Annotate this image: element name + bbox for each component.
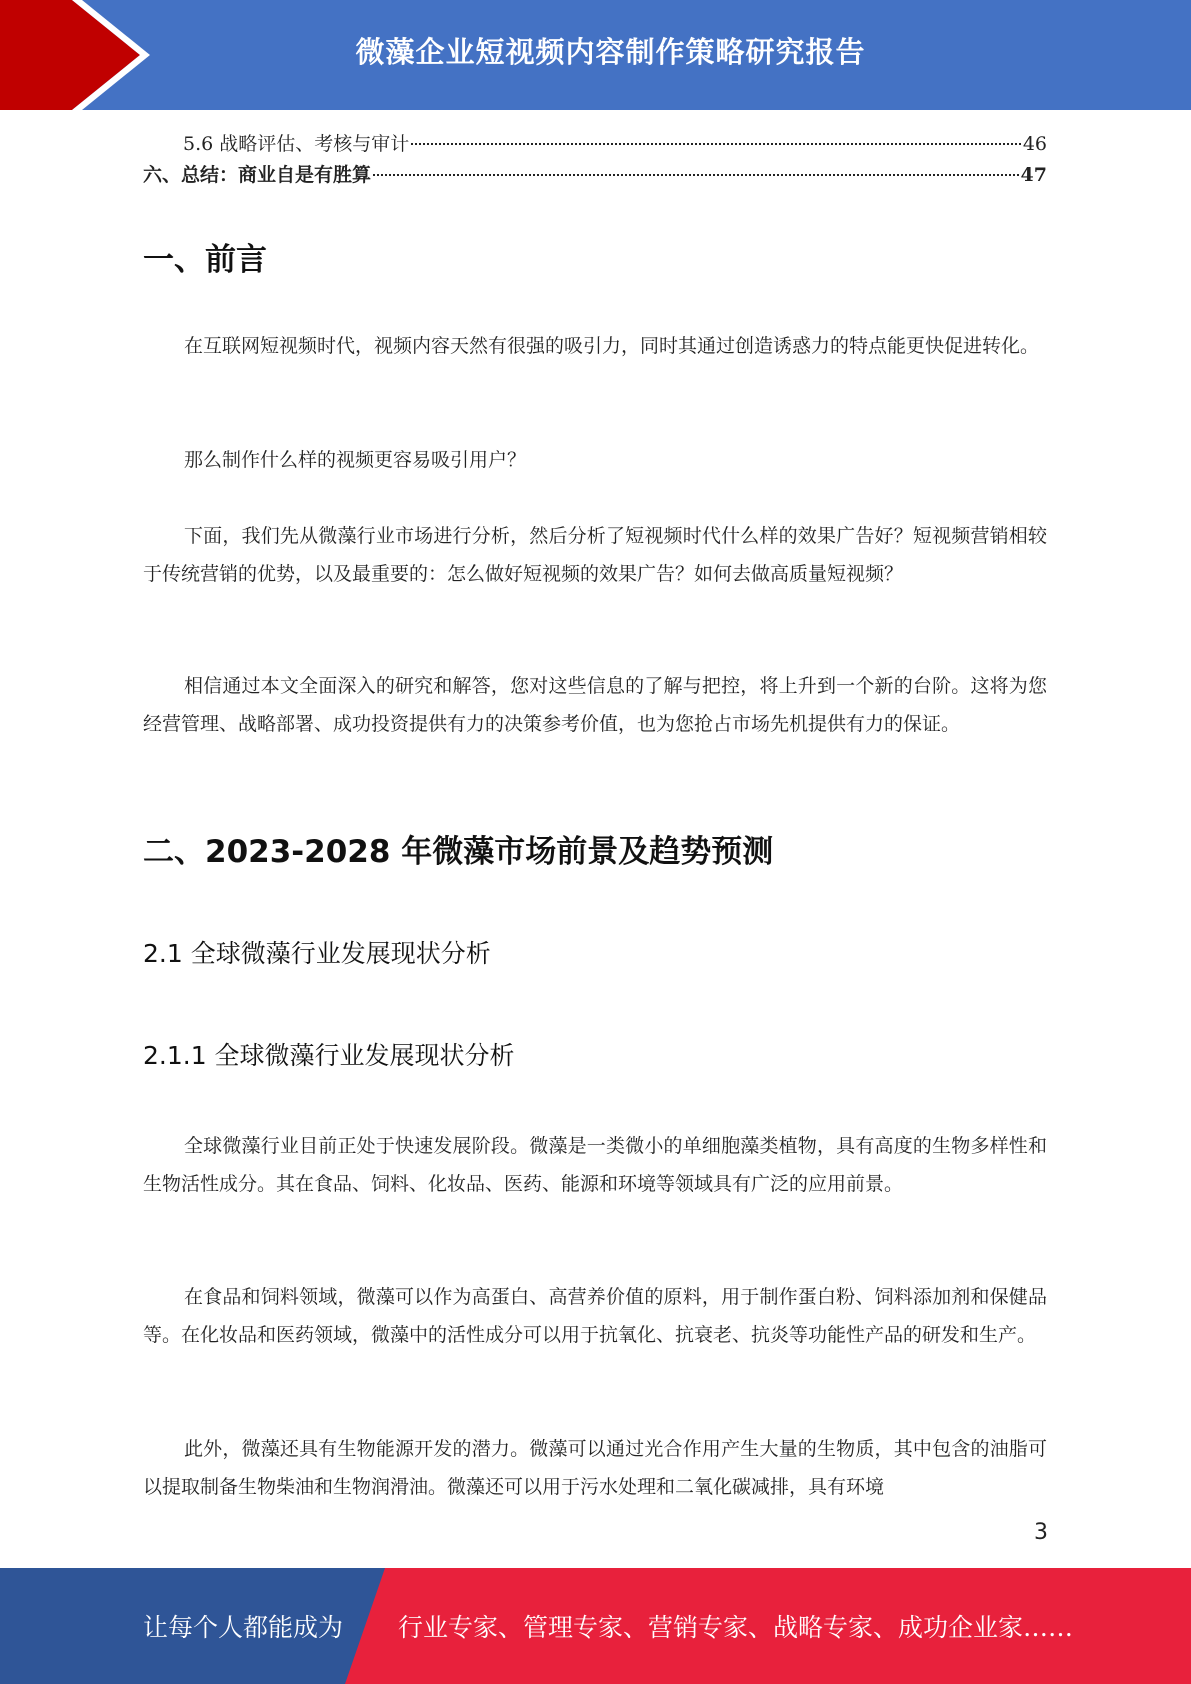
toc-entry-page: 47	[1020, 164, 1047, 186]
subsection-heading: 2.1.1 全球微藻行业发展现状分析	[143, 1041, 515, 1070]
toc-entry-label: 六、总结：商业自是有胜算	[143, 164, 372, 186]
paragraph: 下面，我们先从微藻行业市场进行分析，然后分析了短视频时代什么样的效果广告好？短视频营销相较于传统营销的优势，以及最重要的：怎么做好短视频的效果广告？如何去做高质量短视频？	[143, 525, 1047, 585]
paragraph: 那么制作什么样的视频更容易吸引用户？	[184, 449, 527, 471]
section-heading: 二、2023-2028 年微藻市场前景及趋势预测	[143, 834, 774, 870]
paragraph: 相信通过本文全面深入的研究和解答，您对这些信息的了解与把控，将上升到一个新的台阶。这将为您经营管理、战略部署、成功投资提供有力的决策参考价值，也为您抢占市场先机提供有力的保证。	[143, 675, 1047, 735]
toc-entry-label: 5.6 战略评估、考核与审计	[183, 133, 410, 155]
toc-entry[interactable]	[143, 129, 1047, 157]
page-footer	[0, 1568, 1191, 1684]
footer-slogan-left: 让每个人都能成为	[143, 1613, 344, 1642]
page-number: 3	[1034, 1520, 1048, 1545]
toc-entry-page: 46	[1022, 133, 1047, 155]
subsection-heading: 2.1 全球微藻行业发展现状分析	[143, 939, 491, 968]
paragraph: 在互联网短视频时代，视频内容天然有很强的吸引力，同时其通过创造诱惑力的特点能更快促进转化。	[184, 335, 1040, 357]
report-title: 微藻企业短视频内容制作策略研究报告	[355, 34, 866, 69]
toc-leader-dots	[373, 174, 1019, 176]
paragraph: 此外，微藻还具有生物能源开发的潜力。微藻可以通过光合作用产生大量的生物质，其中包含的油脂可以提取制备生物柴油和生物润滑油。微藻还可以用于污水处理和二氧化碳减排，具有环境	[143, 1438, 1047, 1498]
footer-slogan-right: 行业专家、管理专家、营销专家、战略专家、成功企业家……	[398, 1613, 1074, 1642]
toc-entry[interactable]	[143, 160, 1047, 188]
toc-leader-dots	[411, 143, 1021, 145]
section-heading: 一、前言	[143, 242, 267, 278]
paragraph: 全球微藻行业目前正处于快速发展阶段。微藻是一类微小的单细胞藻类植物，具有高度的生物多样性和生物活性成分。其在食品、饲料、化妆品、医药、能源和环境等领域具有广泛的应用前景。	[143, 1135, 1047, 1195]
paragraph: 在食品和饲料领域，微藻可以作为高蛋白、高营养价值的原料，用于制作蛋白粉、饲料添加剂和保健品等。在化妆品和医药领域，微藻中的活性成分可以用于抗氧化、抗衰老、抗炎等功能性产品的研发和生产。	[143, 1286, 1047, 1346]
page-header	[0, 0, 1191, 110]
